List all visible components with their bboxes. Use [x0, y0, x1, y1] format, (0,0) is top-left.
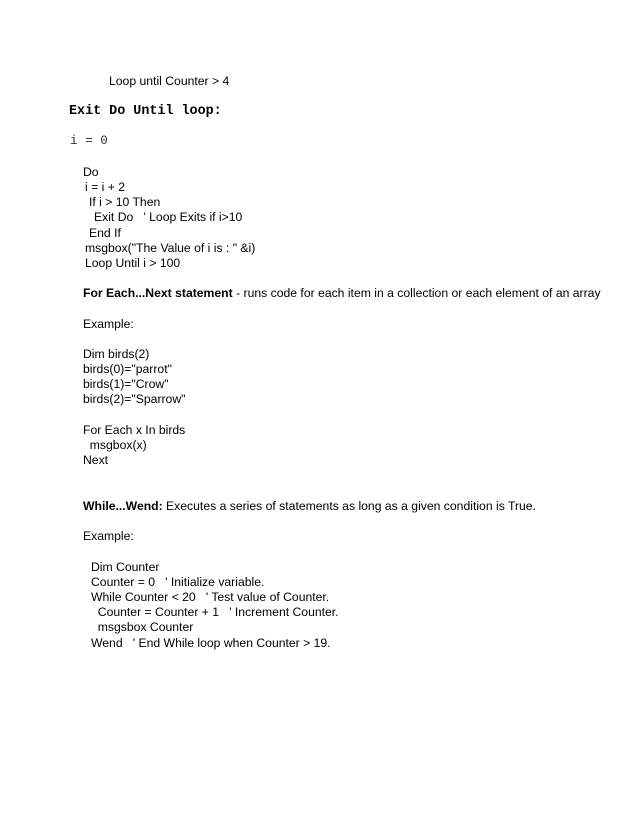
while-wend-term: While...Wend:	[83, 499, 163, 513]
code-line: Counter = 0 ' Initialize variable.	[91, 575, 265, 589]
code-line: birds(0)="parrot"	[83, 362, 172, 376]
while-wend-description: Executes a series of statements as long as a given condition is True.	[162, 499, 536, 513]
do-line: Do	[83, 165, 99, 179]
code-line: Dim Counter	[91, 560, 160, 574]
exit-do-until-heading: Exit Do Until loop:	[69, 104, 222, 119]
code-line: Dim birds(2)	[83, 347, 150, 361]
loop-until-counter-line: Loop until Counter > 4	[109, 74, 230, 88]
i-assign-line: i = 0	[70, 134, 108, 148]
for-each-description: - runs code for each item in a collection or each element of an array	[232, 286, 601, 300]
exit-do-line: Exit Do ' Loop Exits if i>10	[94, 210, 243, 224]
while-wend-definition	[83, 499, 536, 514]
if-i-gt-10-line: If i > 10 Then	[89, 195, 161, 209]
for-each-definition	[83, 286, 601, 301]
while-wend-example-label: Example:	[83, 529, 134, 543]
end-if-line: End If	[89, 226, 121, 240]
i-plus-2-line: i = i + 2	[85, 180, 125, 194]
code-line: birds(1)="Crow"	[83, 377, 169, 391]
code-line: Wend ' End While loop when Counter > 19.	[91, 636, 331, 650]
msgbox-value-line: msgbox("The Value of i is : " &i)	[85, 241, 256, 255]
code-line: birds(2)="Sparrow"	[83, 392, 186, 406]
loop-until-i-line: Loop Until i > 100	[85, 256, 181, 270]
code-line: For Each x In birds	[83, 423, 186, 437]
for-each-example-label: Example:	[83, 317, 134, 331]
code-line: While Counter < 20 ' Test value of Counter.	[91, 590, 330, 604]
code-line: Counter = Counter + 1 ' Increment Counter.	[91, 605, 339, 619]
for-each-term: For Each...Next statement	[83, 286, 233, 300]
code-line: Next	[83, 453, 109, 467]
code-line: msgbox(x)	[83, 438, 147, 452]
code-line: msgsbox Counter	[91, 620, 194, 634]
